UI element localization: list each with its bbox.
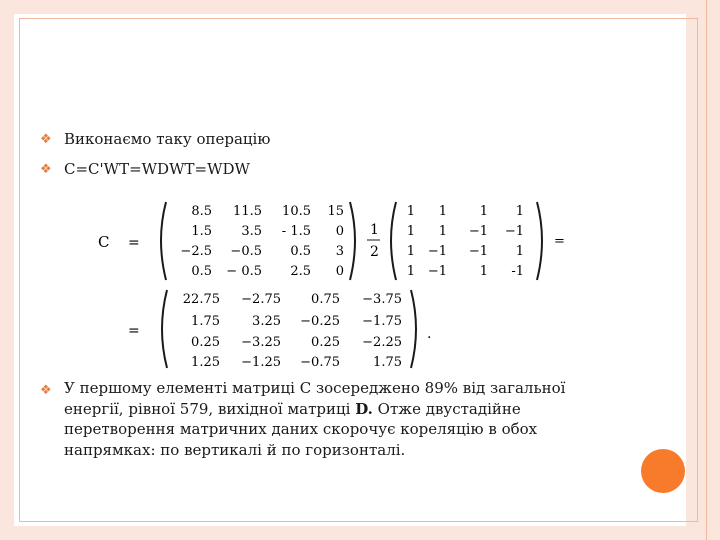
matrix-cell: 2.5 [290, 264, 311, 279]
matrix-a-left-bracket [161, 202, 166, 280]
fraction-numerator: 1 [370, 222, 379, 238]
matrix-cell: 0.75 [311, 292, 340, 307]
matrix-cell: 11.5 [233, 204, 262, 219]
matrix-cell: 1.5 [191, 224, 212, 239]
matrix-cell: 0 [335, 264, 344, 279]
matrix-cell: 1 [515, 204, 524, 219]
result-equals-sign: = [128, 323, 140, 339]
paragraph-text-end: Отже двустадійне перетворення матричних даних скорочує кореляцію в обох напрямках: по вертикалі й по горизонталі. [64, 399, 538, 459]
matrix-cell: 1 [438, 224, 447, 239]
matrix-cell: −1 [427, 264, 447, 279]
matrix-cell: −3.25 [241, 335, 281, 350]
matrix-cell: −0.25 [300, 314, 340, 329]
trailing-period: . [427, 326, 432, 342]
matrix-cell: −1.75 [362, 314, 402, 329]
trailing-equals: = [554, 234, 565, 249]
matrix-a-right-bracket [350, 202, 355, 280]
matrix-c-left-bracket [162, 290, 167, 368]
matrix-cell: −1 [468, 224, 488, 239]
conclusion-paragraph [64, 378, 624, 460]
matrix-cell: −0.75 [300, 355, 340, 370]
matrix-cell: −1.25 [241, 355, 281, 370]
matrix-cell: 1 [406, 264, 415, 279]
matrix-cell: 1 [438, 204, 447, 219]
matrix-cell: 3.25 [252, 314, 281, 329]
matrix-cell: −1 [468, 244, 488, 259]
matrix-h-right-bracket [537, 202, 542, 280]
matrix-cell: 1.25 [191, 355, 220, 370]
fraction-denominator: 2 [370, 244, 379, 260]
matrix-cell: 1.75 [373, 355, 402, 370]
matrix-cell: −1 [504, 224, 524, 239]
matrix-cell: -1 [511, 264, 524, 279]
matrix-cell: −2.5 [180, 244, 212, 259]
matrix-cell: 1 [406, 204, 415, 219]
matrix-cell: −0.5 [230, 244, 262, 259]
paragraph-text-start: У першому елементі матриці C зосереджено 89% від загальної енергії, рівної 579, вихідної матриці [64, 379, 566, 418]
matrix-cell: - 1.5 [281, 224, 311, 239]
bullet-icon: ❖ [40, 132, 52, 147]
matrix-cell: 1 [479, 204, 488, 219]
matrix-cell: 10.5 [282, 204, 311, 219]
matrix-cell: 0.25 [311, 335, 340, 350]
matrix-cell: −2.25 [362, 335, 402, 350]
matrix-cell: 1.75 [191, 314, 220, 329]
matrix-cell: − 0.5 [226, 264, 262, 279]
matrix-cell: 1 [515, 244, 524, 259]
matrix-cell: 1 [479, 264, 488, 279]
matrix-c-right-bracket [411, 290, 416, 368]
matrix-cell: 0.5 [191, 264, 212, 279]
matrix-cell: 3.5 [241, 224, 262, 239]
matrix-c [183, 292, 402, 370]
equals-sign: = [128, 235, 140, 251]
matrix-cell: 0.25 [191, 335, 220, 350]
paragraph-matrix-d: D. [355, 399, 373, 418]
matrix-cell: 15 [327, 204, 344, 219]
matrix-cell: −3.75 [362, 292, 402, 307]
bullet-text-operation: Виконаємо таку операцію [64, 130, 271, 148]
matrix-cell: 3 [335, 244, 344, 259]
bullet-icon: ❖ [40, 162, 52, 177]
bullet-text-formula: C=C'WT=WDWT=WDW [64, 160, 250, 178]
lhs-symbol: C [98, 233, 110, 251]
matrix-h-left-bracket [391, 202, 396, 280]
matrix-a [180, 204, 344, 279]
matrix-cell: 1 [406, 224, 415, 239]
matrix-h [407, 204, 524, 279]
matrix-cell: −2.75 [241, 292, 281, 307]
matrix-cell: 22.75 [182, 292, 220, 307]
bullet-icon: ❖ [40, 383, 52, 398]
matrix-cell: 1 [406, 244, 415, 259]
matrix-cell: 8.5 [191, 204, 212, 219]
matrix-cell: 0.5 [290, 244, 311, 259]
matrix-cell: 0 [335, 224, 344, 239]
matrix-cell: −1 [427, 244, 447, 259]
